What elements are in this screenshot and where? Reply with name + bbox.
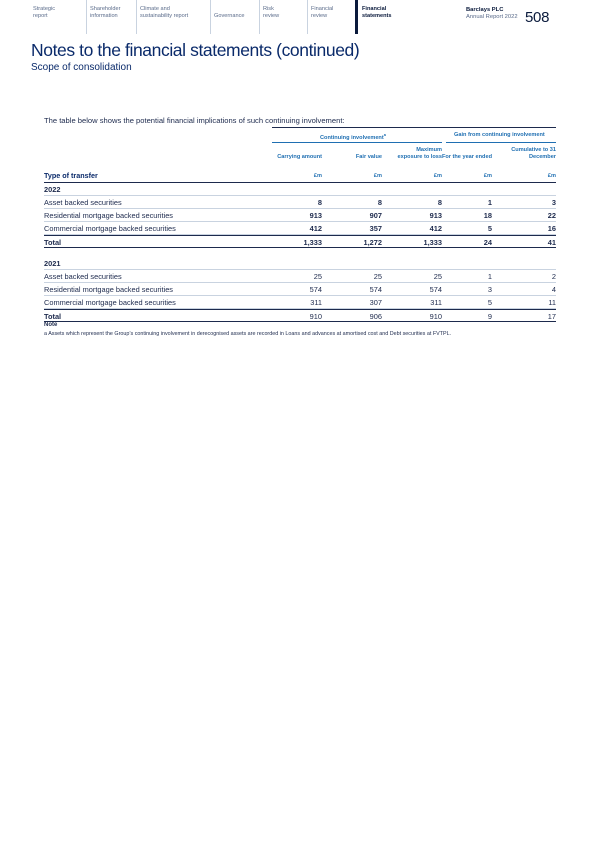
- table-row: Asset backed securities 8 8 8 1 3: [44, 198, 556, 207]
- top-navigation: [0, 0, 600, 34]
- nav-active-indicator: [355, 0, 358, 34]
- nav-governance[interactable]: Governance: [210, 0, 258, 34]
- total-row-2022: Total 1,333 1,272 1,333 24 41: [44, 235, 556, 248]
- page-subtitle: Scope of consolidation: [31, 62, 132, 73]
- group-underline-2: [446, 142, 556, 143]
- group-underline-1: [272, 142, 442, 143]
- unit-label: £m: [373, 173, 382, 179]
- unit-label: £m: [433, 173, 442, 179]
- total-row-2021: Total 910 906 910 9 17: [44, 309, 556, 322]
- report-name: Annual Report 2022: [466, 14, 518, 21]
- nav-climate-sustainability[interactable]: Climate and sustainability report: [136, 0, 208, 34]
- page-title: Notes to the financial statements (continued): [31, 40, 360, 60]
- unit-label: £m: [313, 173, 322, 179]
- nav-strategic-report[interactable]: Strategic report: [33, 6, 56, 20]
- nav-shareholder-information[interactable]: Shareholder information: [86, 0, 136, 34]
- table-row: Commercial mortgage backed securities 311 307 311 5 11: [44, 298, 556, 307]
- intro-text: The table below shows the potential financial implications of such continuing involvement:: [44, 116, 345, 125]
- year-row-2021: 2021: [44, 257, 556, 270]
- col-header-fair-value: Fair value: [355, 154, 382, 160]
- nav-financial-review[interactable]: Financial review: [307, 0, 355, 34]
- unit-label: £m: [547, 173, 556, 179]
- note-text: a Assets which represent the Group’s continuing involvement in derecognised assets are recorded in Loans and advances at amortised cost and Debt securities at FVTPL.: [44, 331, 452, 337]
- year-row-2022: 2022: [44, 183, 556, 196]
- company-name: Barclays PLC: [466, 7, 504, 13]
- col-header-year-ended: For the year ended: [441, 154, 492, 160]
- col-header-cumulative: Cumulative to 31 December: [511, 147, 556, 160]
- col-header-max-exposure: Maximum exposure to loss: [397, 147, 442, 160]
- group-header-continuing-involvement: Continuing involvement$^a$: [320, 132, 386, 141]
- note-heading: Note: [44, 322, 58, 328]
- page-number: 508: [525, 9, 550, 26]
- col-header-type-of-transfer: Type of transfer: [44, 171, 98, 180]
- table-row: Commercial mortgage backed securities 412 357 412 5 16: [44, 224, 556, 233]
- table-row: Residential mortgage backed securities 913 907 913 18 22: [44, 211, 556, 220]
- nav-risk-review[interactable]: Risk review: [259, 0, 306, 34]
- table-row: Asset backed securities 25 25 25 1 2: [44, 272, 556, 281]
- nav-financial-statements[interactable]: Financial statements: [362, 6, 392, 20]
- report-identity: [466, 7, 518, 21]
- unit-label: £m: [483, 173, 492, 179]
- col-header-carrying-amount: Carrying amount: [277, 154, 322, 160]
- table-row: Residential mortgage backed securities 574 574 574 3 4: [44, 285, 556, 294]
- group-header-gain: Gain from continuing involvement: [454, 132, 545, 138]
